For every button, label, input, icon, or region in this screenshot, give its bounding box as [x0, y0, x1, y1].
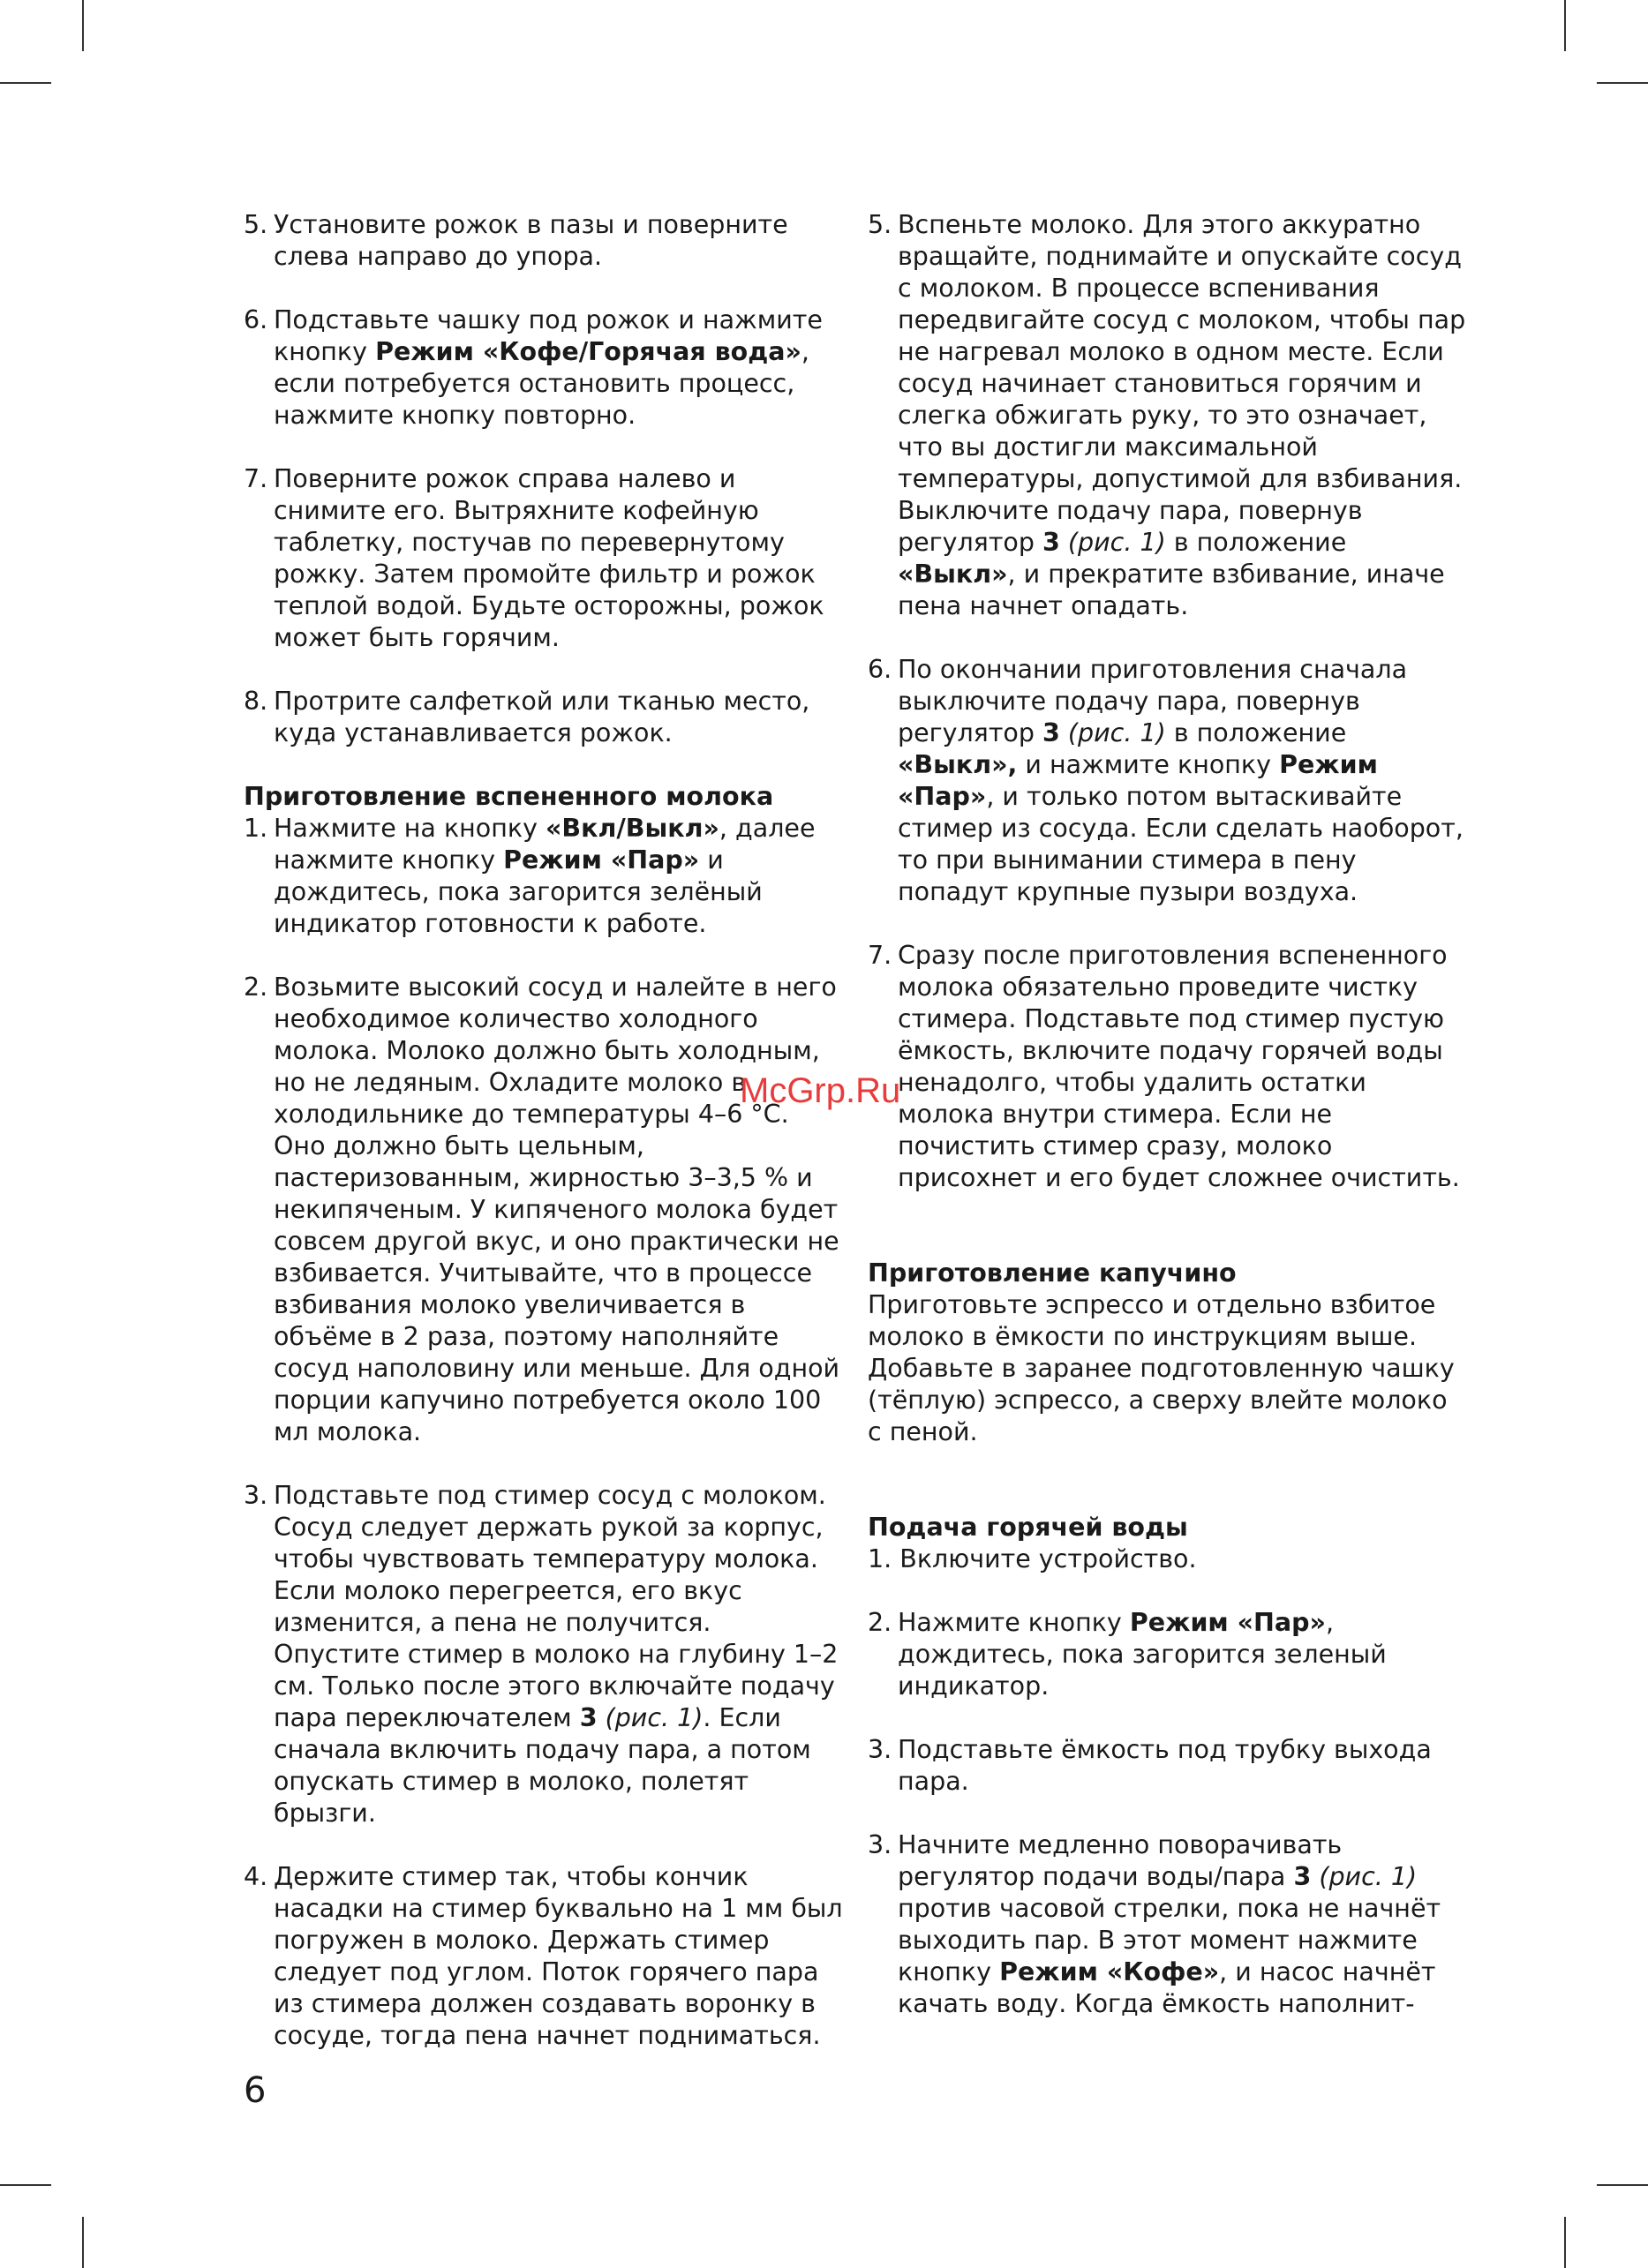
item-text: и нажмите кнопку [1017, 750, 1280, 779]
item-text: Возьмите высокий сосуд и налейте в него необходимое количество холодного молока. Молоко должно быть холодным, но не ледяным. Охладите молоко в холодильнике до температуры 4–6 °С. Оно должно быть цельным, пастеризованным, жирностью 3–3,5 % и некипяченым. У кипяченого молока будет совсем другой вкус, и оно практически не взбивается. Учитывайте, что в процессе взбивания молоко увеличивается в объёме в 2 раза, поэтому наполняйте сосуд наполовину или меньше. Для одной порции капучино потребуется около 100 мл молока. [274, 973, 840, 1446]
item-number: 3. [868, 1830, 892, 1859]
item-text: По окончании приготовления сначала выключите подачу пара, повернув регулятор [898, 655, 1408, 747]
item-text: , далее нажмите кнопку [274, 814, 816, 875]
item-text: Протрите салфеткой или тканью место, куда устанавливается рожок. [274, 687, 810, 747]
list-item [244, 686, 844, 749]
list-item [244, 972, 844, 1448]
item-text: Установите рожок в пазы и поверните слева направо до упора. [274, 210, 788, 271]
item-text: Подставьте чашку под рожок и нажмите кнопку [274, 305, 823, 366]
position-label: «Выкл», [898, 750, 1018, 779]
item-number: 6. [244, 305, 268, 334]
item-text: и дождитесь, пока загорится зелёный индикатор готовности к работе. [274, 845, 763, 938]
item-number: 2. [244, 973, 268, 1002]
figure-ref: (рис. 1) [1059, 718, 1166, 747]
left-column [244, 209, 844, 2084]
crop-mark [1597, 2184, 1648, 2186]
crop-mark [82, 0, 84, 51]
section-heading-cappuccino: Приготовление капучино [868, 1258, 1237, 1288]
watermark: McGrp.Ru [740, 1071, 901, 1110]
list-item [244, 463, 844, 654]
item-number: 4. [244, 1862, 268, 1891]
item-text: Нажмите на кнопку [274, 814, 546, 843]
mode-label: Режим «Пар» [503, 845, 700, 875]
item-number: 5. [244, 210, 268, 239]
crop-mark [0, 2184, 51, 2186]
item-text: против часовой стрелки, пока не начнёт выходить пар. В этот момент нажмите кнопку [898, 1894, 1441, 1986]
crop-mark [0, 82, 51, 84]
item-text: Подставьте ёмкость под трубку выхода пара. [898, 1735, 1432, 1796]
part-number: 3 [579, 1703, 598, 1732]
list-item [244, 209, 844, 273]
item-text: , дождитесь, пока загорится зеленый индикатор. [898, 1608, 1387, 1701]
list-item [868, 940, 1468, 1194]
mode-label: Режим «Кофе» [999, 1957, 1220, 1986]
right-column [868, 209, 1468, 2052]
figure-ref: (рис. 1) [1311, 1862, 1418, 1891]
figure-ref: (рис. 1) [597, 1703, 704, 1732]
item-text: . Если сначала включить подачу пара, а потом опускать стимер в молоко, полетят брызги. [274, 1703, 811, 1828]
list-item [244, 813, 844, 940]
item-number: 3. [244, 1481, 268, 1510]
figure-ref: (рис. 1) [1059, 528, 1166, 557]
crop-mark [1564, 0, 1566, 51]
part-number: 3 [1293, 1862, 1312, 1891]
item-text: Начните медленно поворачивать регулятор подачи воды/пара [898, 1830, 1343, 1891]
item-text: Нажмите кнопку [898, 1608, 1130, 1637]
crop-mark [82, 2217, 84, 2268]
list-item [868, 1543, 1468, 1575]
list-item [868, 1829, 1468, 2020]
cappuccino-text: Приготовьте эспрессо и отдельно взбитое молоко в ёмкости по инструкциям выше. Добавьте в заранее подготовленную чашку (тёплую) эспрессо, а сверху влейте молоко с пеной. [868, 1290, 1455, 1446]
list-item [244, 1861, 844, 2052]
item-text: Включите устройство. [899, 1544, 1197, 1573]
part-number: 3 [1042, 718, 1060, 747]
list-item [868, 209, 1468, 622]
mode-label: Режим «Кофе/Горячая вода» [375, 337, 801, 366]
item-text: Подставьте под стимер сосуд с молоком. Сосуд следует держать рукой за корпус, чтобы чувствовать температуру молока. Если молоко перегреется, его вкус изменится, а пена не получится. Опустите стимер в молоко на глубину 1–2 см. Только после этого включайте подачу пара переключателем [274, 1481, 839, 1732]
page-number: 6 [244, 2070, 267, 2111]
item-number: 6. [868, 655, 892, 684]
position-label: «Выкл» [898, 559, 1008, 589]
list-item [868, 654, 1468, 908]
item-number: 7. [244, 464, 268, 493]
item-text: Сразу после приготовления вспененного молока обязательно проведите чистку стимера. Подставьте под стимер пустую ёмкость, включите подачу горячей воды ненадолго, чтобы удалить остатки молока внутри стимера. Если не почистить стимер сразу, молоко присохнет и его будет сложнее очистить. [898, 941, 1460, 1192]
part-number: 3 [1042, 528, 1060, 557]
item-text: , если потребуется остановить процесс, нажмите кнопку повторно. [274, 337, 809, 430]
item-number: 1. [244, 814, 268, 843]
item-number: 2. [868, 1608, 892, 1637]
item-text: Держите стимер так, чтобы кончик насадки на стимер буквально на 1 мм был погружен в молоко. Держать стимер следует под углом. Поток горячего пара из стимера должен создавать воронку в сосуде, тогда пена начнет подниматься. [274, 1862, 843, 2050]
item-text: в положение [1165, 718, 1347, 747]
item-text: Поверните рожок справа налево и снимите его. Вытряхните кофейную таблетку, постучав по перевернутому рожку. Затем промойте фильтр и рожок теплой водой. Будьте осторожны, рожок может быть горячим. [274, 464, 824, 652]
item-text: Вспеньте молоко. Для этого аккуратно вращайте, поднимайте и опускайте сосуд с молоком. В процессе вспенивания передвигайте сосуд с молоком, чтобы пар не нагревал молоко в одном месте. Если сосуд начинает становиться горячим и слегка обжигать руку, то это означает, что вы достигли максимальной температуры, допустимой для взбивания. Выключите подачу пара, повернув регулятор [898, 210, 1466, 557]
mode-label: Режим «Пар» [898, 750, 1378, 811]
item-text: , и насос начнёт качать воду. Когда ёмкость наполнит- [898, 1957, 1436, 2018]
mode-label: Режим «Пар» [1129, 1608, 1326, 1637]
section-heading-hot-water: Подача горячей воды [868, 1513, 1188, 1542]
section-heading-foam: Приготовление вспененного молока [244, 782, 774, 811]
list-item [868, 1734, 1468, 1798]
list-item [868, 1607, 1468, 1702]
item-text: , и прекратите взбивание, иначе пена начнет опадать. [898, 559, 1445, 620]
item-number: 7. [868, 941, 892, 970]
list-item [244, 1480, 844, 1829]
item-number: 8. [244, 687, 268, 716]
item-text: в положение [1165, 528, 1347, 557]
item-number: 3. [868, 1735, 892, 1764]
crop-mark [1564, 2217, 1566, 2268]
crop-mark [1597, 82, 1648, 84]
item-text: , и только потом вытаскивайте стимер из сосуда. Если сделать наоборот, то при вынимании стимера в пену попадут крупные пузыри воздуха. [898, 782, 1464, 906]
list-item [244, 304, 844, 432]
item-number: 1. [868, 1544, 892, 1573]
button-label: «Вкл/Выкл» [546, 814, 719, 843]
item-number: 5. [868, 210, 892, 239]
